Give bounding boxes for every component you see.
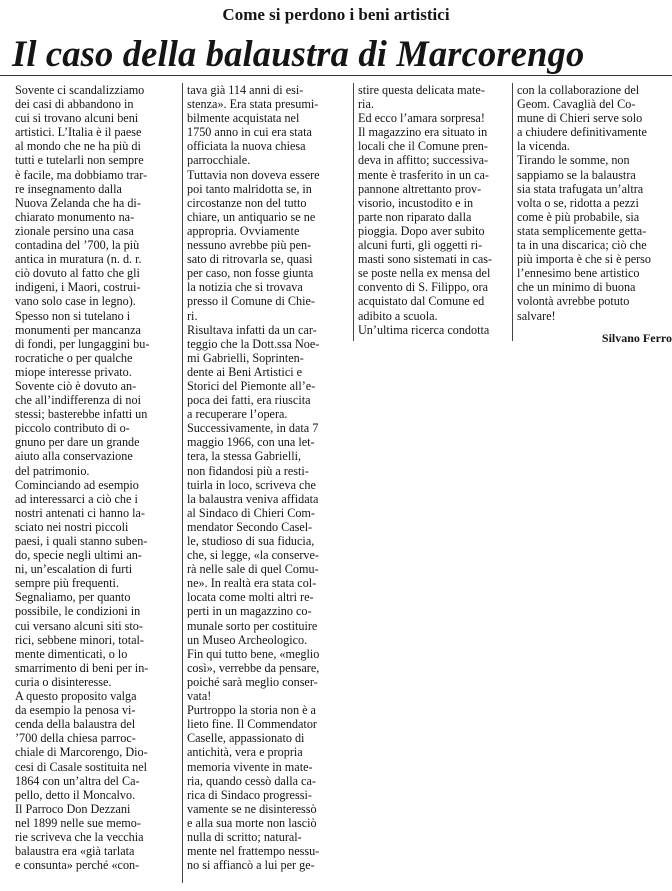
text-line: volontà avrebbe potuto bbox=[517, 294, 630, 309]
text-line: balaustra era «già tarlata bbox=[15, 844, 135, 859]
text-line: gnuno per dare un grande bbox=[15, 435, 140, 450]
text-column-3 bbox=[358, 83, 508, 337]
text-line: mente nel frattempo nessu- bbox=[187, 844, 320, 859]
text-line: Sovente ci scandalizziamo bbox=[15, 83, 145, 97]
paragraph bbox=[15, 802, 178, 872]
text-line: la vicenda. bbox=[517, 139, 570, 154]
text-line: l’ennesimo bene artistico bbox=[517, 266, 640, 281]
text-column-4 bbox=[517, 83, 672, 345]
text-line: mente dimenticati, o lo bbox=[15, 646, 128, 661]
text-line: ’700 della chiesa parroc- bbox=[15, 731, 136, 746]
text-line: come è più probabile, sia bbox=[517, 209, 640, 224]
text-line: masti sono sistemati in cas- bbox=[358, 252, 493, 267]
paragraph bbox=[517, 83, 672, 153]
text-line: dei casi di abbandono in bbox=[15, 97, 134, 112]
text-line: Il Parroco Don Dezzani bbox=[15, 801, 131, 816]
paragraph bbox=[15, 83, 178, 309]
text-line: sappiamo se la balaustra bbox=[517, 167, 636, 182]
text-line: circostanze non del tutto bbox=[187, 195, 307, 210]
text-line: salvare! bbox=[517, 308, 556, 323]
text-line: smarrimento di beni per in- bbox=[15, 660, 149, 675]
text-line: appropria. Ovviamente bbox=[187, 223, 300, 238]
text-line: chiale di Marcorengo, Dio- bbox=[15, 745, 148, 760]
text-line: locali che il Comune pren- bbox=[358, 139, 488, 154]
text-line: monumenti per mancanza bbox=[15, 322, 141, 337]
text-line: non fidandosi più a resti- bbox=[187, 463, 309, 478]
text-line: rocratiche o per qualche bbox=[15, 350, 133, 365]
text-line: volta o se, ridotta a pezzi bbox=[517, 195, 639, 210]
text-line: rica di Sindaco progressi- bbox=[187, 787, 312, 802]
text-line: ta in una discarica; ciò che bbox=[517, 238, 647, 253]
article-kicker: Come si perdono i beni artistici bbox=[222, 5, 450, 24]
text-line: pannone altrettanto prov- bbox=[358, 181, 482, 196]
text-line: perti in un magazzino co- bbox=[187, 604, 312, 619]
text-line: deva in affitto; successiva- bbox=[358, 153, 489, 168]
text-line: Tirando le somme, non bbox=[517, 153, 630, 168]
title-divider bbox=[0, 75, 672, 76]
text-line: nostri antenati ci hanno la- bbox=[15, 505, 145, 520]
text-line: Un’ultima ricerca condotta bbox=[358, 322, 490, 337]
text-line: che all’indifferenza di noi bbox=[15, 393, 141, 408]
text-line: stata semplicemente getta- bbox=[517, 223, 647, 238]
text-line: mendator Secondo Casel- bbox=[187, 519, 313, 534]
text-line: Purtroppo la storia non è a bbox=[187, 703, 316, 718]
text-line: per caso, non fosse giunta bbox=[187, 266, 314, 281]
text-line: nulla di scritto; natural- bbox=[187, 829, 302, 844]
text-line: visorio, incustodito e in bbox=[358, 195, 474, 210]
text-line: A questo proposito valga bbox=[15, 689, 137, 704]
text-line: un Museo Archeologico. bbox=[187, 632, 308, 647]
paragraph bbox=[187, 168, 349, 323]
paragraph bbox=[358, 83, 508, 111]
text-line: a chiudere definitivamente bbox=[517, 125, 647, 140]
text-line: pello, detto il Moncalvo. bbox=[15, 787, 136, 802]
text-line: rà nelle sale di quel Comu- bbox=[187, 562, 319, 577]
text-line: tava già 114 anni di esi- bbox=[187, 83, 304, 97]
text-line: maggio 1966, con una let- bbox=[187, 435, 315, 450]
text-line: Fin qui tutto bene, «meglio bbox=[187, 646, 320, 661]
text-line: cesi di Casale sostituita nel bbox=[15, 759, 148, 774]
text-line: Spesso non si tutelano i bbox=[15, 308, 131, 323]
text-line: nessuno avrebbe più pen- bbox=[187, 238, 312, 253]
text-line: teggio che la Dott.ssa Noe- bbox=[187, 336, 320, 351]
text-line: e consunta» perché «con- bbox=[15, 858, 140, 873]
text-line: ri. bbox=[187, 308, 198, 323]
text-line: nel 1899 nelle sue memo- bbox=[15, 815, 141, 830]
text-line: Segnaliamo, per quanto bbox=[15, 590, 131, 605]
text-line: indigeni, i Maori, costrui- bbox=[15, 280, 141, 295]
text-line: le, studioso di sua fiducia, bbox=[187, 534, 315, 548]
column-divider bbox=[353, 83, 354, 341]
paragraph bbox=[187, 421, 349, 647]
text-line: poi tanto malridotta se, in bbox=[187, 181, 312, 196]
text-line: da esempio la penosa vi- bbox=[15, 703, 136, 718]
paragraph bbox=[15, 689, 178, 802]
text-line: munale sorto per costituire bbox=[187, 618, 318, 633]
column-divider bbox=[182, 83, 183, 883]
text-line: mune di Chieri serve solo bbox=[517, 111, 643, 126]
text-line: al mondo che ne ha più di bbox=[15, 139, 141, 154]
text-line: e alla sua morte non lasciò bbox=[187, 815, 317, 830]
text-line: alcuni furti, gli oggetti ri- bbox=[358, 238, 483, 253]
text-line: sempre più frequenti. bbox=[15, 576, 119, 591]
text-line: sia stata trafugata un’altra bbox=[517, 181, 644, 196]
text-line: no si affiancò a lui per ge- bbox=[187, 858, 315, 873]
text-line: curia o disinteresse. bbox=[15, 674, 112, 689]
text-line: mi Gabrielli, Soprinten- bbox=[187, 350, 304, 365]
paragraph bbox=[15, 478, 178, 591]
text-line: tera, la stessa Gabrielli, bbox=[187, 449, 302, 464]
paragraph bbox=[187, 83, 349, 168]
text-line: più importa è che si è perso bbox=[517, 252, 652, 267]
text-line: Il magazzino era situato in bbox=[358, 125, 488, 140]
text-line: 1750 anno in cui era stata bbox=[187, 125, 312, 140]
text-line: ria, quando cessò dalla ca- bbox=[187, 773, 316, 788]
text-line: do, specie negli ultimi an- bbox=[15, 548, 142, 563]
text-line: che, si legge, «la conserve- bbox=[187, 548, 319, 563]
text-line: memoria vivente in mate- bbox=[187, 759, 313, 774]
text-line: bilmente acquistata nel bbox=[187, 111, 300, 126]
text-line: a recuperare l’opera. bbox=[187, 407, 288, 422]
text-line: rici, sebbene minori, total- bbox=[15, 632, 144, 647]
text-line: stire questa delicata mate- bbox=[358, 83, 485, 97]
text-line: convento di S. Filippo, ora bbox=[358, 280, 488, 295]
text-line: ria. bbox=[358, 97, 374, 112]
text-line: antica in muratura (n. d. r. bbox=[15, 252, 142, 267]
text-line: la balaustra veniva affidata bbox=[187, 491, 319, 506]
paragraph bbox=[358, 323, 508, 337]
text-line: zionale persino una casa bbox=[15, 223, 134, 238]
text-line: sciato nei nostri piccoli bbox=[15, 519, 129, 534]
text-line: contadina del ’700, la più bbox=[15, 238, 140, 253]
text-line: parrocchiale. bbox=[187, 153, 251, 168]
text-line: ni, un’escalation di furti bbox=[15, 562, 133, 577]
text-line: acquistato dal Comune ed bbox=[358, 294, 485, 309]
text-line: Ed ecco l’amara sorpresa! bbox=[358, 111, 485, 126]
text-line: adibito a scuola. bbox=[358, 308, 438, 323]
text-line: stenza». Era stata presumi- bbox=[187, 97, 319, 112]
paragraph bbox=[15, 309, 178, 379]
text-line: tuirla in loco, scriveva che bbox=[187, 477, 316, 492]
text-line: che un minimo di buona bbox=[517, 280, 636, 295]
text-line: poca dei fatti, era riuscita bbox=[187, 393, 311, 408]
text-line: Storici del Piemonte all’e- bbox=[187, 378, 316, 393]
text-line: Nuova Zelanda che ha di- bbox=[15, 195, 141, 210]
text-line: locata come molti altri re- bbox=[187, 590, 314, 605]
text-line: Risultava infatti da un car- bbox=[187, 322, 317, 337]
text-line: re insegnamento dalla bbox=[15, 181, 122, 196]
text-line: stessi; basterebbe infatti un bbox=[15, 407, 148, 422]
text-line: aiuto alla conservazione bbox=[15, 449, 133, 464]
text-line: rie scriveva che la vecchia bbox=[15, 829, 144, 844]
text-line: pioggia. Dopo aver subito bbox=[358, 223, 485, 238]
text-line: Geom. Cavaglià del Co- bbox=[517, 97, 636, 112]
text-line: miope interesse privato. bbox=[15, 364, 132, 379]
text-line: 1864 con un’altra del Ca- bbox=[15, 773, 140, 788]
text-line: artistici. L’Italia è il paese bbox=[15, 125, 142, 140]
text-line: tutti e tutelarli non sempre bbox=[15, 153, 144, 168]
text-line: cui si trovano alcuni beni bbox=[15, 111, 139, 126]
text-line: poiché sarà meglio conser- bbox=[187, 674, 318, 689]
text-line: lieto fine. Il Commendator bbox=[187, 717, 317, 732]
text-line: con la collaborazione del bbox=[517, 83, 640, 97]
text-line: officiata la nuova chiesa bbox=[187, 139, 306, 154]
text-line: antichità, vera e propria bbox=[187, 745, 303, 760]
text-line: al Sindaco di Chieri Com- bbox=[187, 505, 315, 520]
text-line: è facile, ma dobbiamo trar- bbox=[15, 167, 148, 182]
paragraph bbox=[15, 379, 178, 478]
text-line: paesi, i quali stanno suben- bbox=[15, 534, 148, 548]
text-column-2 bbox=[187, 83, 349, 872]
text-line: ad interessarci a ciò che i bbox=[15, 491, 138, 506]
text-line: possibile, le condizioni in bbox=[15, 604, 141, 619]
text-line: del patrimonio. bbox=[15, 463, 90, 478]
text-line: Cominciando ad esempio bbox=[15, 477, 139, 492]
text-line: così», verrebbe da pensare, bbox=[187, 660, 320, 675]
text-line: sato di ritrovarla se, quasi bbox=[187, 252, 313, 267]
paragraph bbox=[187, 647, 349, 703]
text-line: piccolo contributo di o- bbox=[15, 421, 130, 436]
text-line: vamente se ne disinteressò bbox=[187, 801, 317, 816]
text-line: chiare, un antiquario se ne bbox=[187, 209, 316, 224]
text-line: Successivamente, in data 7 bbox=[187, 421, 319, 436]
text-line: Sovente ciò è dovuto an- bbox=[15, 378, 137, 393]
author-signature: Silvano Ferro bbox=[601, 330, 672, 345]
text-line: mente è trasferito in un ca- bbox=[358, 167, 489, 182]
paragraph bbox=[517, 153, 672, 322]
text-line: parte non riparato dalla bbox=[358, 209, 472, 224]
text-line: vano solo case in legno). bbox=[15, 294, 136, 309]
text-line: vata! bbox=[187, 689, 212, 704]
text-line: ne». In realtà era stata col- bbox=[187, 576, 317, 591]
text-line: di fondi, per lungaggini bu- bbox=[15, 336, 150, 351]
text-line: presso il Comune di Chie- bbox=[187, 294, 315, 309]
paragraph bbox=[187, 703, 349, 872]
paragraph bbox=[358, 111, 508, 322]
text-line: dente ai Beni Artistici e bbox=[187, 364, 303, 379]
article-title: Il caso della balaustra di Marcorengo bbox=[12, 33, 585, 74]
text-line: chiarato monumento na- bbox=[15, 209, 135, 224]
paragraph bbox=[15, 590, 178, 689]
text-line: cenda della balaustra del bbox=[15, 717, 136, 732]
text-line: Caselle, appassionato di bbox=[187, 731, 305, 746]
text-line: se poste nella ex mensa del bbox=[358, 266, 491, 281]
paragraph bbox=[187, 323, 349, 422]
text-column-1 bbox=[15, 83, 178, 872]
column-divider bbox=[512, 83, 513, 341]
text-line: ciò dovuto al fatto che gli bbox=[15, 266, 140, 281]
text-line: cui versano alcuni siti sto- bbox=[15, 618, 143, 633]
text-line: Tuttavia non doveva essere bbox=[187, 167, 320, 182]
text-line: la notizia che si trovava bbox=[187, 280, 303, 295]
